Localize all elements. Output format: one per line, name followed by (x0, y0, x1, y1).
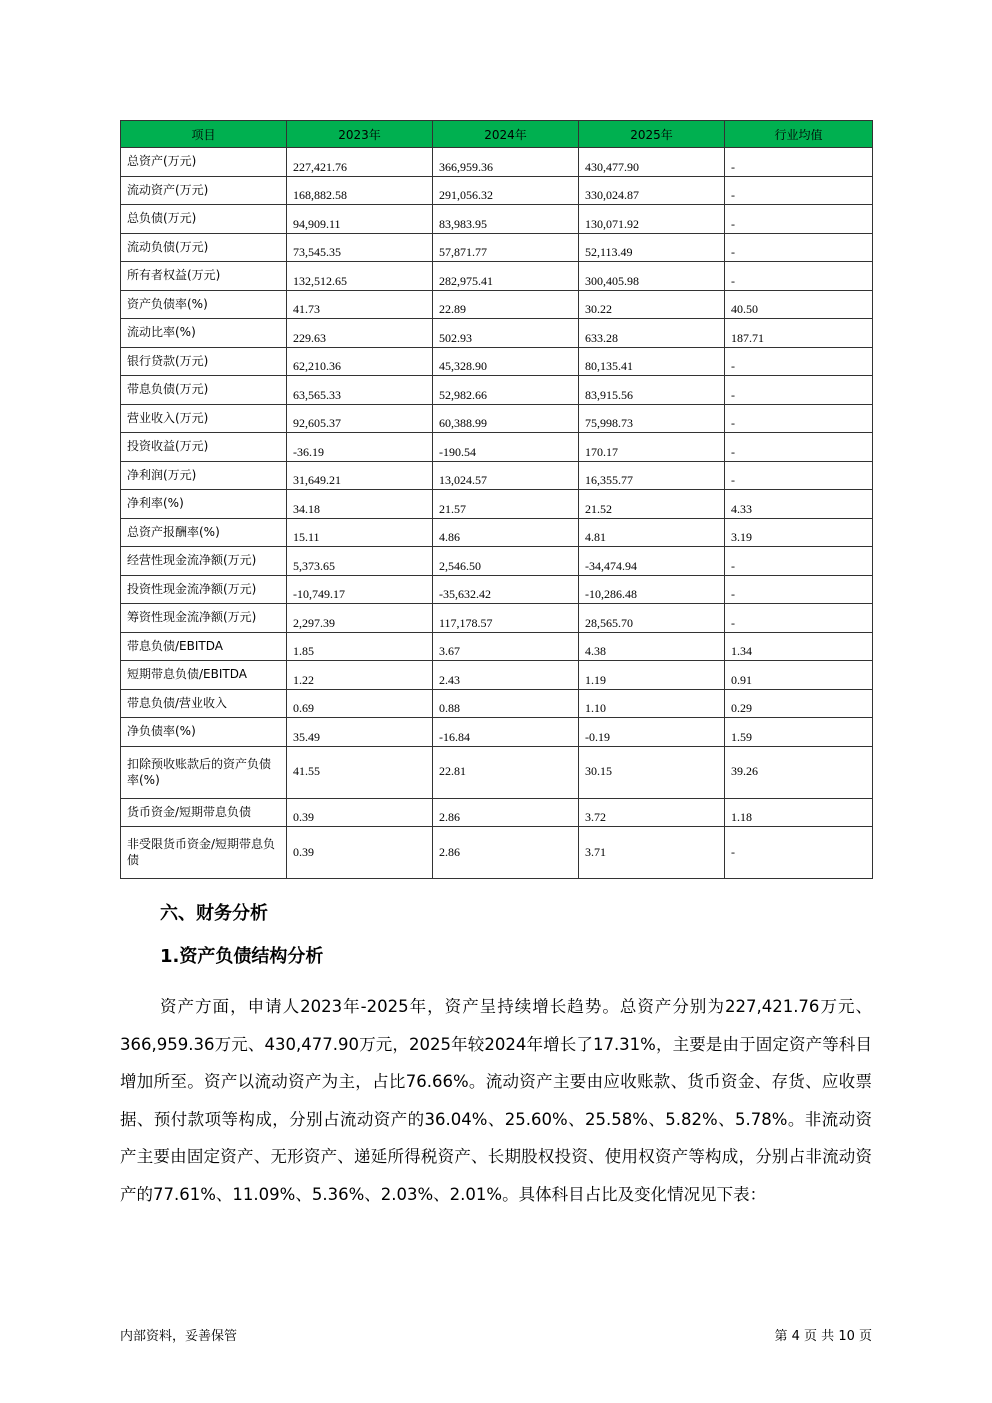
value-cell: 291,056.32 (433, 176, 579, 205)
value-cell: - (725, 262, 873, 291)
row-label-cell: 非受限货币资金/短期带息负债 (121, 827, 287, 879)
value-cell: -10,286.48 (579, 575, 725, 604)
value-cell: - (725, 148, 873, 177)
footer-confidential-note: 内部资料，妥善保管 (120, 1329, 238, 1344)
row-label-cell: 投资收益(万元) (121, 433, 287, 462)
value-cell: 35.49 (287, 718, 433, 747)
value-cell: 22.89 (433, 290, 579, 319)
value-cell: - (725, 461, 873, 490)
value-cell: 132,512.65 (287, 262, 433, 291)
value-cell: 170.17 (579, 433, 725, 462)
value-cell: 229.63 (287, 319, 433, 348)
table-row (121, 148, 873, 177)
value-cell: -34,474.94 (579, 547, 725, 576)
table-row (121, 798, 873, 827)
value-cell: 5,373.65 (287, 547, 433, 576)
value-cell: - (725, 404, 873, 433)
value-cell: 502.93 (433, 319, 579, 348)
value-cell: 0.39 (287, 827, 433, 879)
value-cell: -35,632.42 (433, 575, 579, 604)
table-row (121, 433, 873, 462)
value-cell: - (725, 604, 873, 633)
value-cell: 16,355.77 (579, 461, 725, 490)
row-label-cell: 银行贷款(万元) (121, 347, 287, 376)
value-cell: 117,178.57 (433, 604, 579, 633)
row-label-cell: 总资产报酬率(%) (121, 518, 287, 547)
row-label-cell: 总负债(万元) (121, 205, 287, 234)
value-cell: 40.50 (725, 290, 873, 319)
table-row (121, 205, 873, 234)
value-cell: 83,983.95 (433, 205, 579, 234)
value-cell: 4.81 (579, 518, 725, 547)
value-cell: 28,565.70 (579, 604, 725, 633)
table-row (121, 490, 873, 519)
value-cell: 2,297.39 (287, 604, 433, 633)
value-cell: -16.84 (433, 718, 579, 747)
row-label-cell: 营业收入(万元) (121, 404, 287, 433)
section-title: 六、财务分析 (160, 903, 268, 924)
value-cell: 80,135.41 (579, 347, 725, 376)
value-cell: 1.34 (725, 632, 873, 661)
value-cell: 1.85 (287, 632, 433, 661)
value-cell: 57,871.77 (433, 233, 579, 262)
value-cell: 22.81 (433, 746, 579, 798)
value-cell: 30.15 (579, 746, 725, 798)
value-cell: - (725, 347, 873, 376)
value-cell: 2,546.50 (433, 547, 579, 576)
value-cell: 1.10 (579, 689, 725, 718)
table-row (121, 176, 873, 205)
row-label-cell: 总资产(万元) (121, 148, 287, 177)
value-cell: 0.69 (287, 689, 433, 718)
value-cell: 168,882.58 (287, 176, 433, 205)
row-label-cell: 货币资金/短期带息负债 (121, 798, 287, 827)
table-row (121, 290, 873, 319)
value-cell: 45,328.90 (433, 347, 579, 376)
value-cell: 41.55 (287, 746, 433, 798)
value-cell: 4.38 (579, 632, 725, 661)
table-row (121, 718, 873, 747)
value-cell: 1.22 (287, 661, 433, 690)
row-label-cell: 带息负债(万元) (121, 376, 287, 405)
value-cell: 2.86 (433, 827, 579, 879)
row-label-cell: 投资性现金流净额(万元) (121, 575, 287, 604)
value-cell: 39.26 (725, 746, 873, 798)
value-cell: -10,749.17 (287, 575, 433, 604)
value-cell: 21.52 (579, 490, 725, 519)
value-cell: 13,024.57 (433, 461, 579, 490)
value-cell: 430,477.90 (579, 148, 725, 177)
value-cell: 34.18 (287, 490, 433, 519)
row-label-cell: 扣除预收账款后的资产负债率(%) (121, 746, 287, 798)
value-cell: 227,421.76 (287, 148, 433, 177)
table-row (121, 319, 873, 348)
table-row (121, 827, 873, 879)
value-cell: 3.19 (725, 518, 873, 547)
table-header-cell: 项目 (121, 121, 287, 148)
financial-indicators-table (120, 120, 873, 879)
value-cell: 633.28 (579, 319, 725, 348)
value-cell: 2.86 (433, 798, 579, 827)
value-cell: 73,545.35 (287, 233, 433, 262)
value-cell: - (725, 433, 873, 462)
value-cell: 1.19 (579, 661, 725, 690)
footer-page-number: 第 4 页 共 10 页 (774, 1329, 872, 1344)
table-row (121, 404, 873, 433)
value-cell: 1.59 (725, 718, 873, 747)
value-cell: 187.71 (725, 319, 873, 348)
value-cell: 3.71 (579, 827, 725, 879)
value-cell: 63,565.33 (287, 376, 433, 405)
table-row (121, 632, 873, 661)
table-row (121, 661, 873, 690)
value-cell: 330,024.87 (579, 176, 725, 205)
value-cell: 0.88 (433, 689, 579, 718)
value-cell: 0.39 (287, 798, 433, 827)
value-cell: 2.43 (433, 661, 579, 690)
value-cell: 94,909.11 (287, 205, 433, 234)
table-row (121, 461, 873, 490)
row-label-cell: 净利润(万元) (121, 461, 287, 490)
row-label-cell: 流动资产(万元) (121, 176, 287, 205)
table-row (121, 689, 873, 718)
value-cell: 3.72 (579, 798, 725, 827)
table-row (121, 347, 873, 376)
row-label-cell: 所有者权益(万元) (121, 262, 287, 291)
table-header-cell: 2023年 (287, 121, 433, 148)
value-cell: 41.73 (287, 290, 433, 319)
value-cell: 282,975.41 (433, 262, 579, 291)
table-row (121, 575, 873, 604)
value-cell: 3.67 (433, 632, 579, 661)
table-row (121, 604, 873, 633)
value-cell: 4.33 (725, 490, 873, 519)
value-cell: 0.91 (725, 661, 873, 690)
analysis-paragraph: 资产方面，申请人2023年-2025年，资产呈持续增长趋势。总资产分别为227,421.76万元、366,959.36万元、430,477.90万元，2025年较2024年增长了17.31%，主要是由于固定资产等科目增加所至。资产以流动资产为主，占比76.66%。流动资产主要由应收账款、货币资金、存货、应收票据、预付款项等构成，分别占流动资产的36.04%、25.60%、25.58%、5.82%、5.78%。非流动资产主要由固定资产、无形资产、递延所得税资产、长期股权投资、使用权资产等构成，分别占非流动资产的77.61%、11.09%、5.36%、2.03%、2.01%。具体科目占比及变化情况见下表： (120, 997, 872, 1204)
value-cell: 21.57 (433, 490, 579, 519)
value-cell: 1.18 (725, 798, 873, 827)
row-label-cell: 经营性现金流净额(万元) (121, 547, 287, 576)
value-cell: 130,071.92 (579, 205, 725, 234)
value-cell: 52,982.66 (433, 376, 579, 405)
row-label-cell: 短期带息负债/EBITDA (121, 661, 287, 690)
table-header-cell: 行业均值 (725, 121, 873, 148)
table-row (121, 262, 873, 291)
row-label-cell: 流动比率(%) (121, 319, 287, 348)
row-label-cell: 筹资性现金流净额(万元) (121, 604, 287, 633)
row-label-cell: 流动负债(万元) (121, 233, 287, 262)
value-cell: - (725, 205, 873, 234)
value-cell: 0.29 (725, 689, 873, 718)
table-row (121, 233, 873, 262)
value-cell: 52,113.49 (579, 233, 725, 262)
table-header-cell: 2024年 (433, 121, 579, 148)
value-cell: - (725, 176, 873, 205)
value-cell: 300,405.98 (579, 262, 725, 291)
value-cell: - (725, 547, 873, 576)
value-cell: 75,998.73 (579, 404, 725, 433)
value-cell: 4.86 (433, 518, 579, 547)
value-cell: 31,649.21 (287, 461, 433, 490)
value-cell: 60,388.99 (433, 404, 579, 433)
value-cell: 92,605.37 (287, 404, 433, 433)
row-label-cell: 净负债率(%) (121, 718, 287, 747)
table-row (121, 746, 873, 798)
subsection-title: 1.资产负债结构分析 (160, 946, 324, 967)
value-cell: 30.22 (579, 290, 725, 319)
value-cell: 83,915.56 (579, 376, 725, 405)
value-cell: -0.19 (579, 718, 725, 747)
row-label-cell: 带息负债/EBITDA (121, 632, 287, 661)
value-cell: - (725, 575, 873, 604)
row-label-cell: 净利率(%) (121, 490, 287, 519)
value-cell: -190.54 (433, 433, 579, 462)
value-cell: - (725, 376, 873, 405)
row-label-cell: 资产负债率(%) (121, 290, 287, 319)
value-cell: 366,959.36 (433, 148, 579, 177)
table-row (121, 547, 873, 576)
row-label-cell: 带息负债/营业收入 (121, 689, 287, 718)
value-cell: -36.19 (287, 433, 433, 462)
table-header-cell: 2025年 (579, 121, 725, 148)
value-cell: - (725, 827, 873, 879)
table-row (121, 376, 873, 405)
value-cell: 15.11 (287, 518, 433, 547)
value-cell: 62,210.36 (287, 347, 433, 376)
table-row (121, 518, 873, 547)
value-cell: - (725, 233, 873, 262)
table-header-row (121, 121, 873, 148)
